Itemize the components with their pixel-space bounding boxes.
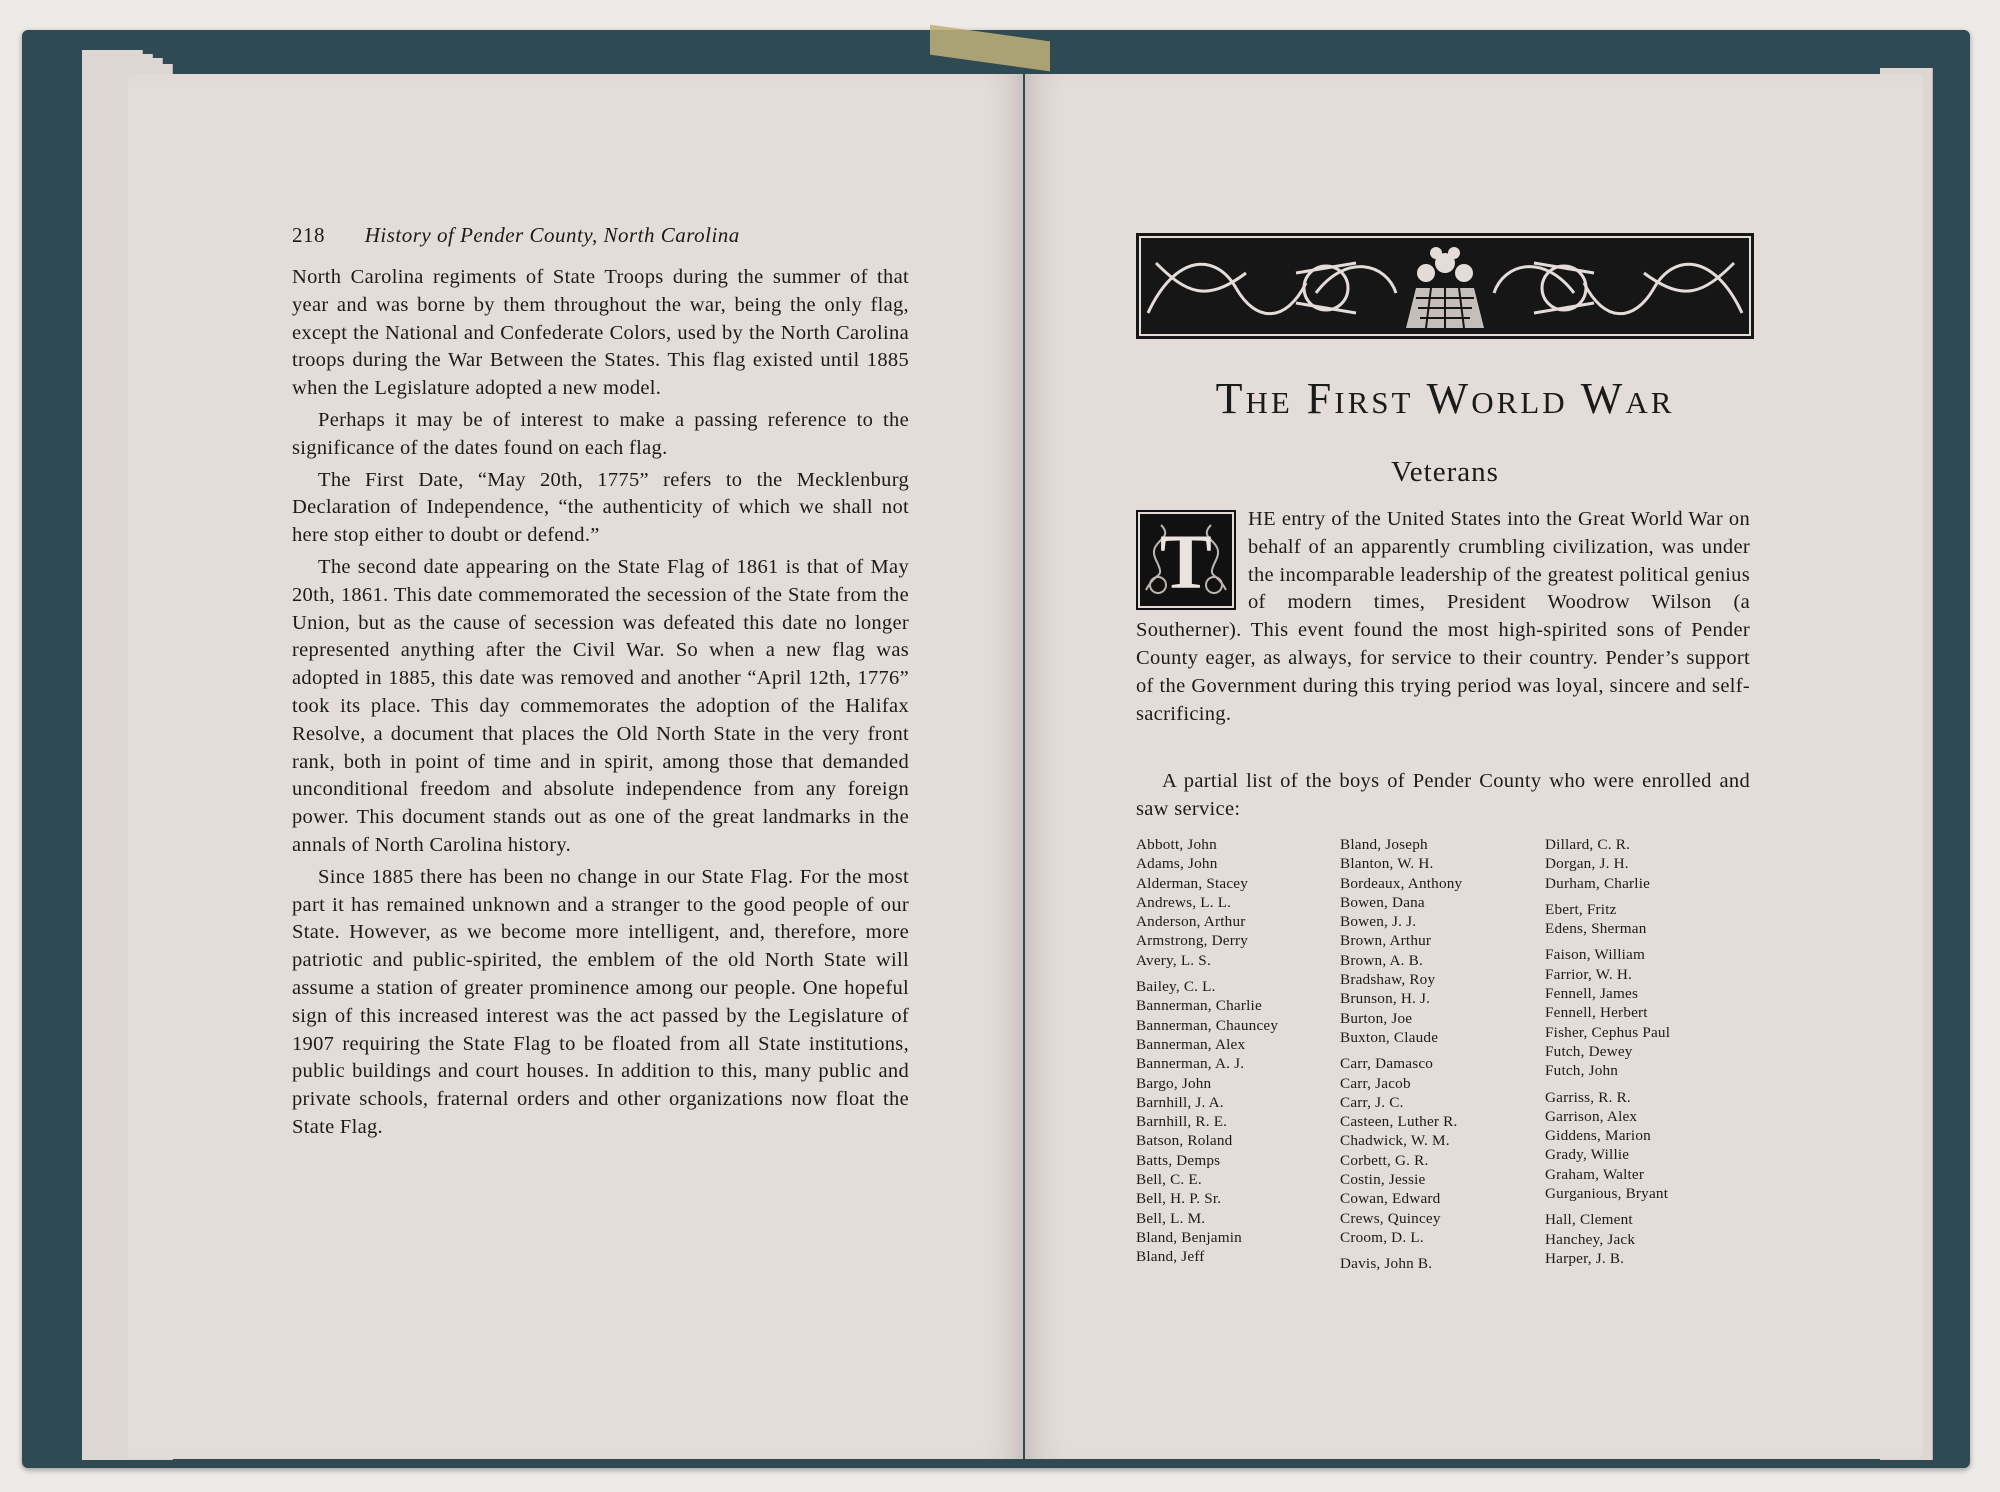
veteran-name: Bannerman, A. J. xyxy=(1136,1055,1245,1073)
veteran-name: Futch, Dewey xyxy=(1545,1042,1633,1060)
veteran-name: Carr, J. C. xyxy=(1340,1093,1404,1111)
veteran-name: Dorgan, J. H. xyxy=(1545,855,1629,873)
decorative-headpiece-ornament xyxy=(1136,233,1754,339)
letter-group-gap xyxy=(1545,938,1670,945)
veteran-name: Crews, Quincey xyxy=(1340,1209,1441,1227)
veteran-name: Gurganious, Bryant xyxy=(1545,1185,1669,1203)
veteran-name: Bailey, C. L. xyxy=(1136,978,1216,996)
veteran-name: Garriss, R. R. xyxy=(1545,1088,1631,1106)
roster-column-2 xyxy=(1340,835,1462,1274)
veteran-name: Giddens, Marion xyxy=(1545,1127,1651,1145)
letter-group-gap xyxy=(1340,1047,1462,1054)
veteran-name: Bell, C. E. xyxy=(1136,1171,1202,1189)
veteran-name: Bordeaux, Anthony xyxy=(1340,874,1463,892)
veteran-name: Bell, L. M. xyxy=(1136,1209,1206,1227)
veteran-name: Brown, A. B. xyxy=(1340,951,1423,969)
veteran-name: Alderman, Stacey xyxy=(1136,874,1249,892)
veteran-name: Burton, Joe xyxy=(1340,1009,1413,1027)
page-number: 218 xyxy=(292,223,325,247)
list-introduction: A partial list of the boys of Pender County who were enrolled and saw service: xyxy=(1136,770,1750,820)
paragraph: Since 1885 there has been no change in our State Flag. For the most part it has remained unknown and a stranger to the good people of our State. However, as we become more intelligent, and, therefore, more patriotic and public-spirited, the emblem of the old North State will assume a station of greater prominence among our people. One hopeful sign of this increased interest was the act passed by the Legislature of 1907 requiring the State Flag to be floated from all State institutions, public buildings and court houses. In addition to this, many public and private schools, fraternal orders and other organizations now float the State Flag. xyxy=(292,865,909,1138)
veteran-name: Carr, Jacob xyxy=(1340,1074,1411,1092)
letter-group-gap xyxy=(1136,970,1278,977)
veteran-name: Bowen, Dana xyxy=(1340,893,1425,911)
chapter-subtitle: Veterans xyxy=(1391,456,1499,488)
letter-group-gap xyxy=(1545,893,1670,900)
veteran-name: Bland, Joseph xyxy=(1340,836,1428,853)
intro-paragraph xyxy=(1136,506,1750,728)
roster-column-3 xyxy=(1545,835,1670,1268)
chapter-title: The First World War xyxy=(1215,374,1675,423)
veteran-name: Corbett, G. R. xyxy=(1340,1151,1429,1169)
letter-group-gap xyxy=(1545,1081,1670,1088)
veteran-name: Armstrong, Derry xyxy=(1136,932,1249,950)
veteran-name: Bland, Benjamin xyxy=(1136,1228,1242,1246)
veteran-name: Bradshaw, Roy xyxy=(1340,971,1436,989)
veteran-name: Brunson, H. J. xyxy=(1340,990,1431,1008)
paragraph: The second date appearing on the State Flag of 1861 is that of May 20th, 1861. This date commemorated the secession of the State from the Union, but as the cause of secession was defeated this date no longer represented anything after the Civil War. So when a new flag was adopted in 1885, this date was removed and another “April 12th, 1776” took its place. This day commemorates the adoption of the Halifax Resolve, a document that places the Old North State in the very front rank, both in point of time and in spirit, among those that demanded unconditional freedom and absolute independence from any foreign power. This document stands out as one of the great landmarks in the annals of North Carolina history. xyxy=(292,555,909,856)
letter-group-gap xyxy=(1545,1203,1670,1210)
veteran-name: Bannerman, Chauncey xyxy=(1136,1016,1279,1034)
veteran-name: Abbott, John xyxy=(1136,836,1217,853)
left-body-text xyxy=(292,264,909,1146)
veteran-name: Barnhill, R. E. xyxy=(1136,1113,1228,1131)
veteran-name: Futch, John xyxy=(1545,1062,1619,1080)
veteran-name: Blanton, W. H. xyxy=(1340,855,1434,873)
veteran-name: Chadwick, W. M. xyxy=(1340,1132,1450,1150)
veteran-name: Dillard, C. R. xyxy=(1545,836,1631,853)
veteran-name: Cowan, Edward xyxy=(1340,1190,1441,1208)
veteran-name: Costin, Jessie xyxy=(1340,1171,1426,1189)
veteran-name: Casteen, Luther R. xyxy=(1340,1113,1458,1131)
veteran-name: Fennell, James xyxy=(1545,985,1639,1003)
veteran-name: Bannerman, Alex xyxy=(1136,1035,1246,1053)
veteran-name: Adams, John xyxy=(1136,855,1218,873)
veteran-name: Durham, Charlie xyxy=(1545,874,1651,892)
veteran-name: Barnhill, J. A. xyxy=(1136,1093,1224,1111)
veteran-name: Ebert, Fritz xyxy=(1545,900,1617,918)
veteran-name: Batson, Roland xyxy=(1136,1132,1233,1150)
veteran-name: Farrior, W. H. xyxy=(1545,965,1632,983)
running-head-title: History of Pender County, North Carolina xyxy=(364,223,740,247)
veteran-name: Bland, Jeff xyxy=(1136,1248,1205,1266)
veteran-name: Graham, Walter xyxy=(1545,1165,1645,1183)
paragraph: Perhaps it may be of interest to make a passing reference to the significance of the dates found on each flag. xyxy=(292,408,909,459)
decorative-drop-cap xyxy=(1136,510,1236,610)
veteran-name: Faison, William xyxy=(1545,946,1645,964)
veteran-name: Bannerman, Charlie xyxy=(1136,997,1262,1015)
veteran-name: Hall, Clement xyxy=(1545,1211,1633,1229)
veteran-name: Hanchey, Jack xyxy=(1545,1230,1636,1248)
veteran-name: Edens, Sherman xyxy=(1545,920,1647,938)
running-head xyxy=(292,223,740,248)
veteran-name: Grady, Willie xyxy=(1545,1146,1630,1164)
veteran-name: Buxton, Claude xyxy=(1340,1028,1439,1046)
veteran-name: Harper, J. B. xyxy=(1545,1249,1625,1267)
roster-column-1 xyxy=(1136,835,1278,1267)
veteran-name: Carr, Damasco xyxy=(1340,1055,1434,1073)
veteran-name: Davis, John B. xyxy=(1340,1255,1433,1273)
veteran-name: Andrews, L. L. xyxy=(1136,893,1232,911)
veteran-name: Avery, L. S. xyxy=(1136,951,1211,969)
veteran-name: Bell, H. P. Sr. xyxy=(1136,1190,1222,1208)
veteran-name: Brown, Arthur xyxy=(1340,932,1432,950)
drop-cap-letter: T xyxy=(1159,518,1213,605)
veteran-name: Batts, Demps xyxy=(1136,1151,1221,1169)
veteran-name: Anderson, Arthur xyxy=(1136,913,1246,931)
letter-group-gap xyxy=(1340,1247,1462,1254)
veteran-name: Croom, D. L. xyxy=(1340,1228,1424,1246)
veteran-name: Bargo, John xyxy=(1136,1074,1212,1092)
paragraph: North Carolina regiments of State Troops during the summer of that year and was borne by them throughout the war, being the only flag, except the National and Confederate Colors, used by the North Carolina troops during the War Between the States. This flag existed until 1885 when the Legislature adopted a new model. xyxy=(292,266,909,400)
intro-text: HE entry of the United States into the Great World War on behalf of an apparently crumbling civilization, was under the incomparable leadership of the greatest political genius of modern times, President Woodrow Wilson (a Southerner). This event found the most high-spirited sons of Pender County eager, as always, for service to their country. Pender’s support of the Government during this trying period was loyal, sincere and self-sacrificing. xyxy=(1136,508,1750,725)
paragraph: The First Date, “May 20th, 1775” refers to the Mecklenburg Declaration of Independence, “the authenticity of which we shall not here stop either to doubt or defend.” xyxy=(292,468,909,547)
veteran-name: Fisher, Cephus Paul xyxy=(1545,1023,1671,1041)
veteran-name: Bowen, J. J. xyxy=(1340,913,1417,931)
veteran-name: Garrison, Alex xyxy=(1545,1107,1638,1125)
veteran-name: Fennell, Herbert xyxy=(1545,1004,1648,1022)
